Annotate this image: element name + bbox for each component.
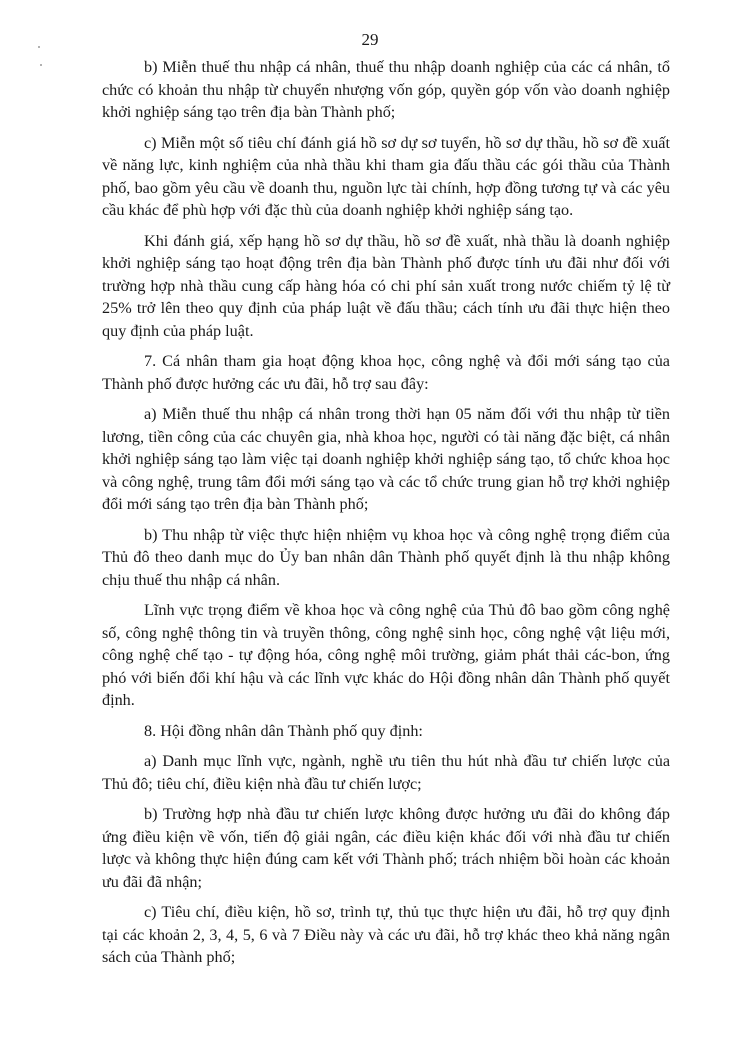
paragraph: b) Thu nhập từ việc thực hiện nhiệm vụ khoa học và công nghệ trọng điểm của Thủ đô theo danh mục do Ủy ban nhân dân Thành phố quyết định là thu nhập không chịu thuế thu nhập cá nhân.: [102, 525, 670, 589]
scan-speck: [40, 64, 42, 66]
paragraph: b) Miễn thuế thu nhập cá nhân, thuế thu nhập doanh nghiệp của các cá nhân, tổ chức có khoản thu nhập từ chuyển nhượng vốn góp, quyền góp vốn vào doanh nghiệp khởi nghiệp sáng tạo trên địa bàn Thành phố;: [102, 58, 670, 121]
paragraph: c) Tiêu chí, điều kiện, hồ sơ, trình tự, thủ tục thực hiện ưu đãi, hỗ trợ quy định tại các khoản 2, 3, 4, 5, 6 và 7 Điều này và các ưu đãi, hỗ trợ khác theo khả năng ngân sách của Thành phố;: [102, 903, 670, 966]
page-number: 29: [361, 30, 379, 49]
paragraph: c) Miễn một số tiêu chí đánh giá hồ sơ dự sơ tuyển, hồ sơ dự thầu, hồ sơ đề xuất về năng lực, kinh nghiệm của nhà thầu khi tham gia đấu thầu các gói thầu của Thành phố, bao gồm yêu cầu về doanh thu, nguồn lực tài chính, hợp đồng tương tự và các yêu cầu khác để phù hợp với đặc thù của doanh nghiệp khởi nghiệp sáng tạo.: [102, 133, 670, 219]
paragraph: Lĩnh vực trọng điểm về khoa học và công nghệ của Thủ đô bao gồm công nghệ số, công nghệ thông tin và truyền thông, công nghệ sinh học, công nghệ vật liệu mới, công nghệ chế tạo - tự động hóa, công nghệ môi trường, giảm phát thải các-bon, ứng phó với biến đổi khí hậu và các lĩnh vực khác do Hội đồng nhân dân Thành phố quyết định.: [102, 601, 670, 709]
paragraph: a) Miễn thuế thu nhập cá nhân trong thời hạn 05 năm đối với thu nhập từ tiền lương, tiền công của các chuyên gia, nhà khoa học, người có tài năng đặc biệt, cá nhân khởi nghiệp sáng tạo làm việc tại doanh nghiệp khởi nghiệp sáng tạo, tổ chức khoa học và công nghệ, trung tâm đổi mới sáng tạo và các tổ chức trung gian hỗ trợ khởi nghiệp đổi mới sáng tạo trên địa bàn Thành phố;: [102, 405, 670, 513]
document-body: [102, 56, 670, 977]
paragraph: 7. Cá nhân tham gia hoạt động khoa học, công nghệ và đổi mới sáng tạo của Thành phố được hưởng các ưu đãi, hỗ trợ sau đây:: [102, 352, 670, 393]
paragraph: b) Trường hợp nhà đầu tư chiến lược không được hưởng ưu đãi do không đáp ứng điều kiện về vốn, tiến độ giải ngân, các điều kiện khác đối với nhà đầu tư chiến lược và không thực hiện đúng cam kết với Thành phố; trách nhiệm bồi hoàn các khoản ưu đãi đã nhận;: [102, 805, 670, 891]
paragraph: a) Danh mục lĩnh vực, ngành, nghề ưu tiên thu hút nhà đầu tư chiến lược của Thủ đô; tiêu chí, điều kiện nhà đầu tư chiến lược;: [102, 752, 670, 793]
paragraph: Khi đánh giá, xếp hạng hồ sơ dự thầu, hồ sơ đề xuất, nhà thầu là doanh nghiệp khởi nghiệp sáng tạo hoạt động trên địa bàn Thành phố được tính ưu đãi như đối với trường hợp nhà thầu cung cấp hàng hóa có chi phí sản xuất trong nước chiếm tỷ lệ từ 25% trở lên theo quy định của pháp luật về đấu thầu; cách tính ưu đãi thực hiện theo quy định của pháp luật.: [102, 231, 670, 340]
paragraph: 8. Hội đồng nhân dân Thành phố quy định:: [144, 721, 423, 740]
